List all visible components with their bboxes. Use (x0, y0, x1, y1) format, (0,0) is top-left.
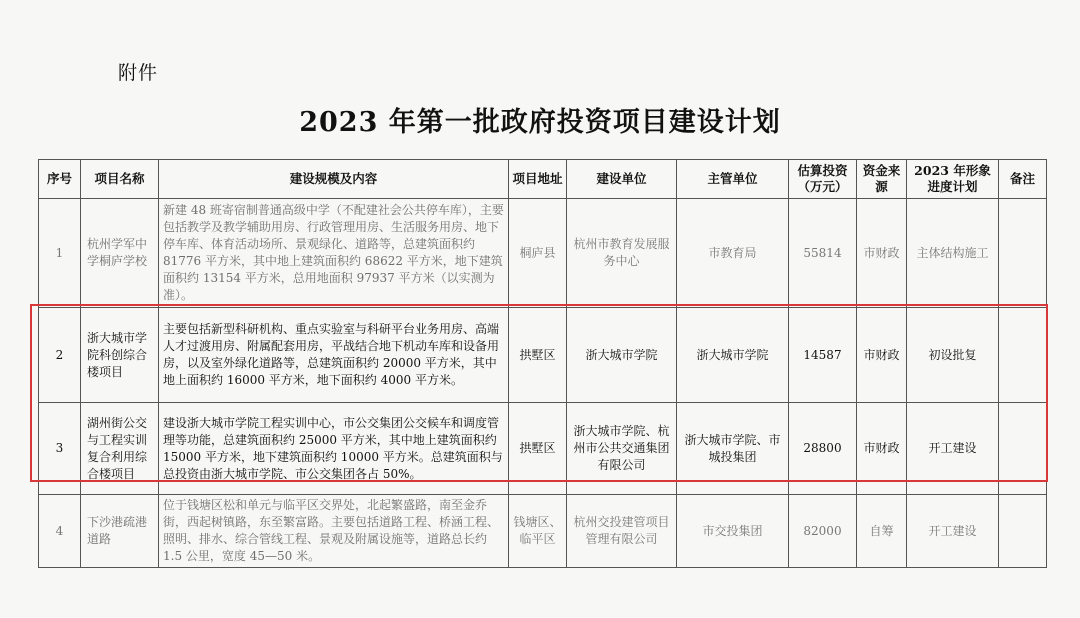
cell-no: 4 (39, 495, 81, 568)
cell-name: 浙大城市学院科创综合楼项目 (81, 308, 159, 403)
cell-progress: 开工建设 (907, 495, 999, 568)
attachment-label: 附件 (118, 62, 159, 84)
cell-remark (999, 495, 1047, 568)
cell-builder: 杭州市教育发展服务中心 (567, 199, 677, 308)
table-row (39, 308, 1047, 403)
header-remark: 备注 (999, 160, 1047, 199)
cell-builder: 浙大城市学院、杭州市公共交通集团有限公司 (567, 403, 677, 495)
cell-address: 拱墅区 (509, 308, 567, 403)
project-plan-table (38, 159, 1047, 568)
cell-progress: 开工建设 (907, 403, 999, 495)
table-row (39, 403, 1047, 495)
header-investment: 估算投资（万元） (789, 160, 857, 199)
cell-progress: 主体结构施工 (907, 199, 999, 308)
cell-authority: 浙大城市学院、市城投集团 (677, 403, 789, 495)
header-progress: 2023 年形象进度计划 (907, 160, 999, 199)
cell-name: 杭州学军中学桐庐学校 (81, 199, 159, 308)
cell-fund: 市财政 (857, 199, 907, 308)
cell-remark (999, 403, 1047, 495)
document-title: 2023 年第一批政府投资项目建设计划 (299, 107, 781, 138)
cell-remark (999, 199, 1047, 308)
cell-remark (999, 308, 1047, 403)
cell-address: 钱塘区、临平区 (509, 495, 567, 568)
cell-builder: 杭州交投建管项目管理有限公司 (567, 495, 677, 568)
header-scope: 建设规模及内容 (159, 160, 509, 199)
header-name: 项目名称 (81, 160, 159, 199)
cell-investment: 55814 (789, 199, 857, 308)
cell-no: 3 (39, 403, 81, 495)
cell-no: 2 (39, 308, 81, 403)
cell-progress: 初设批复 (907, 308, 999, 403)
cell-name: 下沙港疏港道路 (81, 495, 159, 568)
cell-scope: 建设浙大城市学院工程实训中心，市公交集团公交候车和调度管理等功能，总建筑面积约 25000 平方米，其中地上建筑面积约 15000 平方米，地下建筑面积约 10000 平方米。总建筑面积与总投资由浙大城市学院、市公交集团各占 50%。 (159, 403, 509, 495)
cell-scope: 主要包括新型科研机构、重点实验室与科研平台业务用房、高端人才过渡用房、附属配套用房，平战结合地下机动车库和设备用房，以及室外绿化道路等，总建筑面积约 20000 平方米，其中地上面积约 16000 平方米，地下面积约 4000 平方米。 (159, 308, 509, 403)
cell-investment: 28800 (789, 403, 857, 495)
cell-investment: 82000 (789, 495, 857, 568)
cell-investment: 14587 (789, 308, 857, 403)
header-no: 序号 (39, 160, 81, 199)
cell-scope: 位于钱塘区松和单元与临平区交界处，北起繁盛路，南至金乔街，西起树镇路，东至繁富路。主要包括道路工程、桥涵工程、照明、排水、综合管线工程、景观及附属设施等，道路总长约 1.5 公里，宽度 45—50 米。 (159, 495, 509, 568)
cell-fund: 自筹 (857, 495, 907, 568)
cell-builder: 浙大城市学院 (567, 308, 677, 403)
cell-address: 桐庐县 (509, 199, 567, 308)
cell-scope: 新建 48 班寄宿制普通高级中学（不配建社会公共停车库），主要包括教学及教学辅助用房、行政管理用房、生活服务用房、地下停车库、体育活动场所、景观绿化、道路等，总建筑面积约 81776 平方米，其中地上建筑面积约 68622 平方米，地下建筑面积约 13154 平方米，总用地面积 97937 平方米（以实测为准）。 (159, 199, 509, 308)
cell-authority: 浙大城市学院 (677, 308, 789, 403)
cell-fund: 市财政 (857, 403, 907, 495)
cell-authority: 市交投集团 (677, 495, 789, 568)
header-builder: 建设单位 (567, 160, 677, 199)
table-row (39, 199, 1047, 308)
cell-address: 拱墅区 (509, 403, 567, 495)
cell-name: 湖州街公交与工程实训复合利用综合楼项目 (81, 403, 159, 495)
header-authority: 主管单位 (677, 160, 789, 199)
table-row (39, 495, 1047, 568)
header-fund: 资金来源 (857, 160, 907, 199)
header-row (39, 160, 1047, 199)
header-address: 项目地址 (509, 160, 567, 199)
cell-no: 1 (39, 199, 81, 308)
cell-fund: 市财政 (857, 308, 907, 403)
cell-authority: 市教育局 (677, 199, 789, 308)
